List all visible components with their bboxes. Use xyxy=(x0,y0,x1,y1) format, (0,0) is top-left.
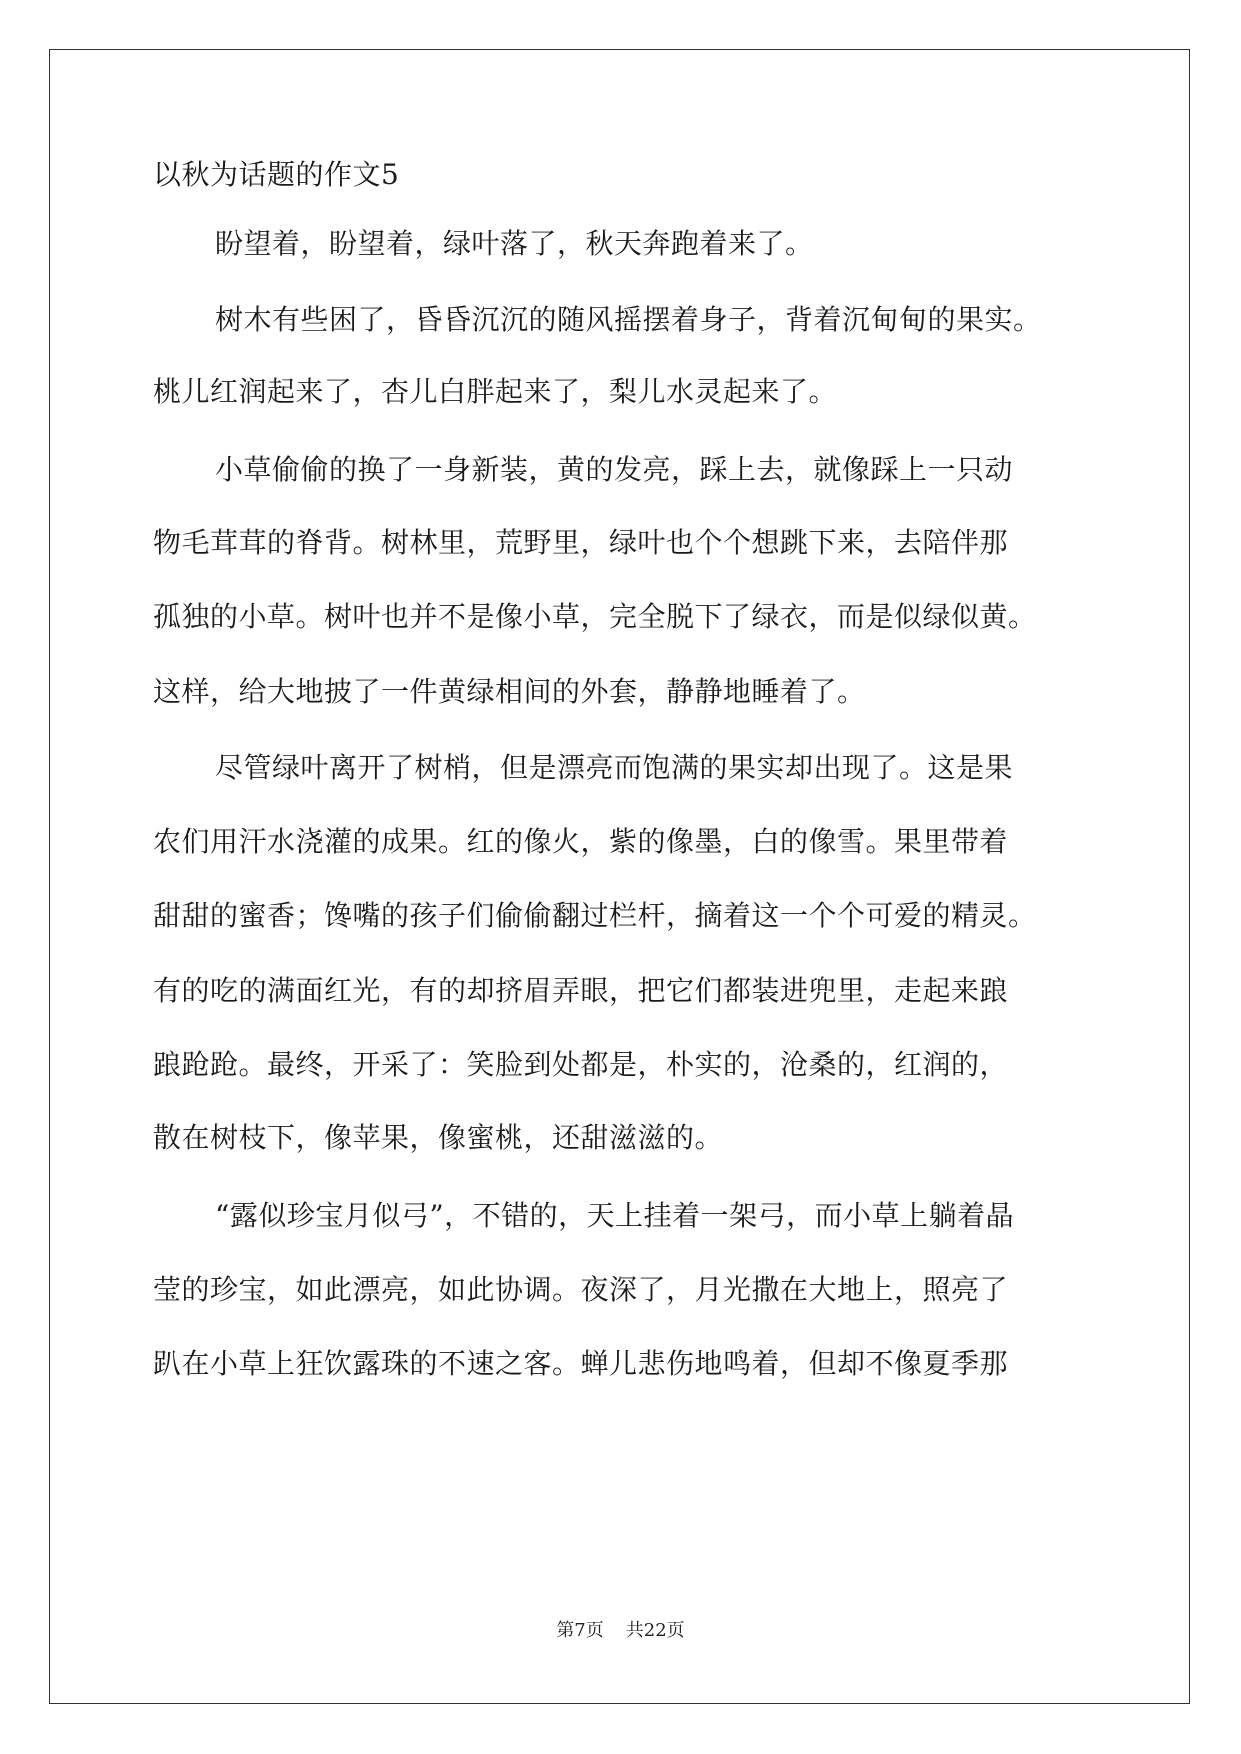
text-line: 有的吃的满面红光，有的却挤眉弄眼，把它们都装进兜里，走起来踉 xyxy=(153,974,1009,1007)
text-line: 莹的珍宝，如此漂亮，如此协调。夜深了，月光撒在大地上，照亮了 xyxy=(153,1273,1009,1306)
text-line: 踉跄跄。最终，开采了：笑脸到处都是，朴实的，沧桑的，红润的， xyxy=(153,1048,1009,1081)
page-footer xyxy=(0,1619,1241,1643)
page-total: 共22页 xyxy=(625,1620,685,1641)
text-line: 这样，给大地披了一件黄绿相间的外套，静静地睡着了。 xyxy=(153,675,866,708)
document-title: 以秋为话题的作文5 xyxy=(153,158,400,191)
text-line: 树木有些困了，昏昏沉沉的随风摇摆着身子，背着沉甸甸的果实。 xyxy=(215,303,1042,336)
page-number: 第7页 xyxy=(556,1620,604,1641)
text-line: 甜甜的蜜香；馋嘴的孩子们偷偷翻过栏杆，摘着这一个个可爱的精灵。 xyxy=(153,899,1037,932)
text-line: 桃儿红润起来了，杏儿白胖起来了，梨儿水灵起来了。 xyxy=(153,375,838,408)
text-line: 尽管绿叶离开了树梢，但是漂亮而饱满的果实却出现了。这是果 xyxy=(215,751,1014,784)
page-border xyxy=(49,49,1190,1704)
text-line: 小草偷偷的换了一身新装，黄的发亮，踩上去，就像踩上一只动 xyxy=(215,453,1014,486)
text-line: 散在树枝下，像苹果，像蜜桃，还甜滋滋的。 xyxy=(153,1121,724,1154)
text-line: 趴在小草上狂饮露珠的不速之客。蝉儿悲伤地鸣着，但却不像夏季那 xyxy=(153,1347,1009,1380)
text-line: 农们用汗水浇灌的成果。红的像火，紫的像墨，白的像雪。果里带着 xyxy=(153,825,1009,858)
text-line: “露似珍宝月似弓”，不错的，天上挂着一架弓，而小草上躺着晶 xyxy=(215,1199,1015,1232)
text-line: 盼望着，盼望着，绿叶落了，秋天奔跑着来了。 xyxy=(215,227,814,260)
text-line: 孤独的小草。树叶也并不是像小草，完全脱下了绿衣，而是似绿似黄。 xyxy=(153,600,1037,633)
text-line: 物毛茸茸的脊背。树林里，荒野里，绿叶也个个想跳下来，去陪伴那 xyxy=(153,526,1009,559)
